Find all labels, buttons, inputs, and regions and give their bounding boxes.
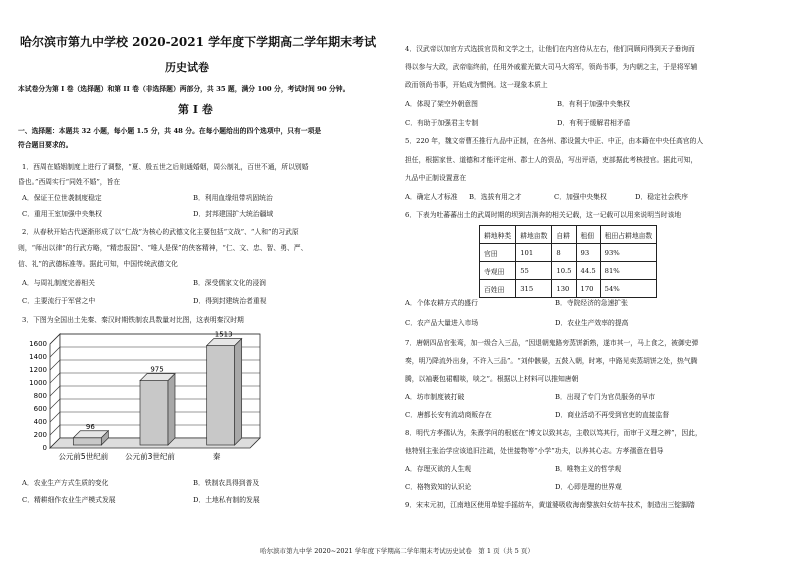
q6-option-c: C．农产品大量进入市场 — [405, 319, 479, 327]
table-cell: 官田 — [480, 244, 516, 262]
q8-option-b: B．唯物主义的哲学观 — [555, 465, 622, 473]
bar — [207, 346, 235, 445]
table-cell: 315 — [516, 280, 552, 298]
q5-stem-2: 担任，根据家世、道德和才能评定州、郡士人的资品，写出评语，吏部据此考核授官。据此可知， — [405, 156, 698, 164]
q6-option-b: B．寺院经济的急速扩张 — [555, 299, 628, 307]
data-label: 975 — [150, 365, 164, 374]
table-header-row — [480, 226, 657, 244]
q5-stem-3: 九品中正制设置意在 — [405, 174, 467, 182]
table-cell: 耕地亩数 — [516, 226, 552, 244]
q2-stem-1: 2．从春秋开始古代逐渐形成了以“仁战”为核心的武德文化主要包括“文战”、“人和”的习武原 — [22, 228, 299, 236]
iron-tools-bar-chart — [18, 330, 300, 472]
q6-option-a: A．个体农耕方式的盛行 — [405, 299, 478, 307]
y-tick-label: 1600 — [29, 340, 47, 348]
q2-option-d: D．得到封建统治者重视 — [193, 297, 267, 305]
table-cell: 自耕 — [552, 226, 576, 244]
y-tick-label: 800 — [33, 392, 47, 400]
y-tick-label: 1400 — [29, 353, 47, 361]
q6-land-table — [479, 225, 657, 298]
right-column — [397, 0, 794, 561]
table-cell: 耕地种类 — [480, 226, 516, 244]
y-tick-label: 200 — [33, 431, 47, 439]
q3-stem-1: 3．下图为全国出土先秦、秦汉时期铁制农具数量对比图，这表明秦汉时期 — [22, 316, 244, 324]
table-cell: 百姓田 — [480, 280, 516, 298]
bar — [140, 381, 168, 445]
q5-stem-1: 5．220 年，魏文帝曹丕推行九品中正制，在各州、郡设置大中正、中正，由本籍在中央任高官的人 — [405, 137, 704, 145]
table-cell: 10.5 — [552, 262, 576, 280]
table-row — [480, 262, 657, 280]
q8-stem-1: 8．明代方孝孺认为，朱熹学问的根底在“博文以致其志，主敬以笃其行，而审于义理之辨”，因此， — [405, 429, 702, 437]
q7-stem-2: 奏，明乃降流外出身，不许入三品”。“刘仲骸晏，五鼓入朝，时寒，中路见卖蒸胡饼之处，热气腾 — [405, 357, 698, 365]
x-category-label: 秦 — [212, 452, 221, 461]
q7-stem-3: 腾，以袖裹包裙帽啖，啖之”。根据以上材料可以推知唐朝 — [405, 375, 579, 383]
bar-side — [168, 374, 175, 445]
bar — [73, 438, 101, 445]
table-cell: 81% — [600, 262, 657, 280]
q1-stem-2: 昏也。”西周实行“同姓不婚”，旨在 — [18, 178, 121, 186]
q8-option-a: A．存理灭欲的人生观 — [405, 465, 472, 473]
q3-option-b: B．铁制农具得到普及 — [193, 479, 260, 487]
table-cell: 租佃 — [576, 226, 600, 244]
q3-option-a: A．农业生产方式生质的变化 — [22, 479, 109, 487]
q7-option-d: D．商业活动不再受到官吏的直接监督 — [555, 411, 670, 419]
y-tick-label: 400 — [33, 418, 47, 426]
table-cell: 55 — [516, 262, 552, 280]
q7-option-c: C．唐都长安有流动商贩存在 — [405, 411, 492, 419]
q5-option-c: C．加强中央集权 — [554, 193, 607, 201]
q3-option-d: D．土地私有制的发展 — [193, 496, 260, 504]
q5-option-b: B．选拔有用之才 — [469, 193, 522, 201]
table-cell: 93% — [600, 244, 657, 262]
q4-stem-3: 政而领尚书事，开始成为惯例。这一现象本质上 — [405, 81, 548, 89]
q8-option-c: C．格物致知的认识论 — [405, 483, 472, 491]
q2-option-b: B．深受儒家文化的浸润 — [193, 279, 266, 287]
table-row — [480, 244, 657, 262]
table-cell: 101 — [516, 244, 552, 262]
y-tick-label: 1000 — [29, 379, 47, 387]
table-cell: 44.5 — [576, 262, 600, 280]
table-cell: 8 — [552, 244, 576, 262]
q4-stem-1: 4．汉武帝以加官方式选拔官员和文学之士，让他们在内宫侍从左右，他们同顾问得到天子垂询而 — [405, 45, 695, 53]
q8-option-d: D．心即是理的世界观 — [555, 483, 622, 491]
q6-option-d: D．农业生产效率的提高 — [555, 319, 629, 327]
page-footer: 哈尔滨市第九中学 2020~2021 学年度下学期高二学年期末考试历史试卷 第 1 页（共 5 页） — [260, 547, 534, 555]
q8-stem-2: 他特别主张治学应该追旧注疏，处世接物等“小学”功夫，以养其心志。方孝孺意在倡导 — [405, 447, 664, 455]
q4-option-c: C．有助于加强君主专制 — [405, 119, 479, 127]
q7-option-a: A．坊市制度被打破 — [405, 393, 465, 401]
q2-option-c: C．主要流行于军营之中 — [22, 297, 96, 305]
q5-option-d: D．稳定社会秩序 — [635, 193, 689, 201]
q1-option-c: C．重用王室加强中央集权 — [22, 210, 102, 218]
instructions-line2: 符合题目要求的。 — [18, 141, 73, 149]
y-tick-label: 1200 — [29, 366, 47, 374]
q4-option-b: B．有利于加强中央集权 — [557, 100, 630, 108]
q4-stem-2: 得以参与大政，武帝临终前，任用外戚霍光做大司马大将军，领尚书事，为内朝之主，于是将军辅 — [405, 63, 698, 71]
x-category-label: 公元前5世纪前 — [58, 452, 109, 461]
q4-option-a: A．体现了架空外朝意图 — [405, 100, 478, 108]
q7-option-b: B．出现了专门为官员服务的早市 — [555, 393, 656, 401]
data-label: 1513 — [214, 330, 233, 339]
table-cell: 93 — [576, 244, 600, 262]
q1-option-b: B．利用血缘纽带巩固统治 — [193, 194, 273, 202]
q4-option-d: D．有利于缓解君相矛盾 — [557, 119, 631, 127]
table-cell: 54% — [600, 280, 657, 298]
y-tick-label: 600 — [33, 405, 47, 413]
exam-title: 哈尔滨市第九中学校 2020-2021 学年度下学期高二学年期末考试 — [20, 35, 377, 49]
q2-stem-2: 则，“师出以律”的行武方略，“精忠报国”、“唯人是保”的侠客精神，“仁、文、忠、智、勇、严、 — [18, 244, 308, 252]
instructions-line1: 一、选择题：本题共 32 小题，每小题 1.5 分，共 48 分。在每小题给出的四个选项中，只有一项是 — [18, 127, 322, 135]
q6-stem-1: 6．下表为吐蕃蕃出土的武周时期的坝到吉淌奔的相关记载，这一记载可以用来说明当时该地 — [405, 211, 682, 219]
q5-option-a: A．确定人才标准 — [405, 193, 458, 201]
q7-stem-1: 7．唐朝四品官张鸾，加一级合入三品，“因退朝鬼路旁蒸饼新熟，遂市其一，马上食之，被御史弹 — [405, 339, 699, 347]
y-tick-label: 0 — [42, 444, 47, 452]
exam-note: 本试卷分为第 I 卷（选择题）和第 II 卷（非选择题）两部分，共 35 题，满分 100 分，考试时间 90 分钟。 — [18, 85, 350, 93]
q9-stem-1: 9．宋末元初，江南地区使用单锭手摇纺车，黄道婆吸收海南黎族妇女纺车技术，制造出三锭脚踏 — [405, 501, 695, 509]
q1-option-a: A．保证王位世袭制度稳定 — [22, 194, 102, 202]
q3-option-c: C．精耕细作农业生产模式发展 — [22, 496, 116, 504]
table-cell: 寺观田 — [480, 262, 516, 280]
q2-stem-3: 信、礼”的武德标准等。据此可知，中国传统武德文化 — [18, 260, 178, 268]
table-cell: 130 — [552, 280, 576, 298]
table-row — [480, 280, 657, 298]
section-title: 第 I 卷 — [178, 103, 213, 116]
table-cell: 租田占耕地亩数 — [600, 226, 657, 244]
data-label: 96 — [85, 422, 95, 431]
x-category-label: 公元前3世纪前 — [125, 452, 175, 461]
q2-option-a: A．与周礼制度完善相关 — [22, 279, 95, 287]
table-cell: 170 — [576, 280, 600, 298]
exam-subtitle: 历史试卷 — [165, 61, 209, 74]
q1-stem-1: 1．西周在婚姻制度上进行了调整，“夏、殷五世之后则通婚姻，周公制礼，百世不通，所以别婚 — [22, 163, 309, 171]
bar-side — [235, 339, 242, 445]
q1-option-d: D．封邦建国扩大统治疆域 — [193, 210, 274, 218]
